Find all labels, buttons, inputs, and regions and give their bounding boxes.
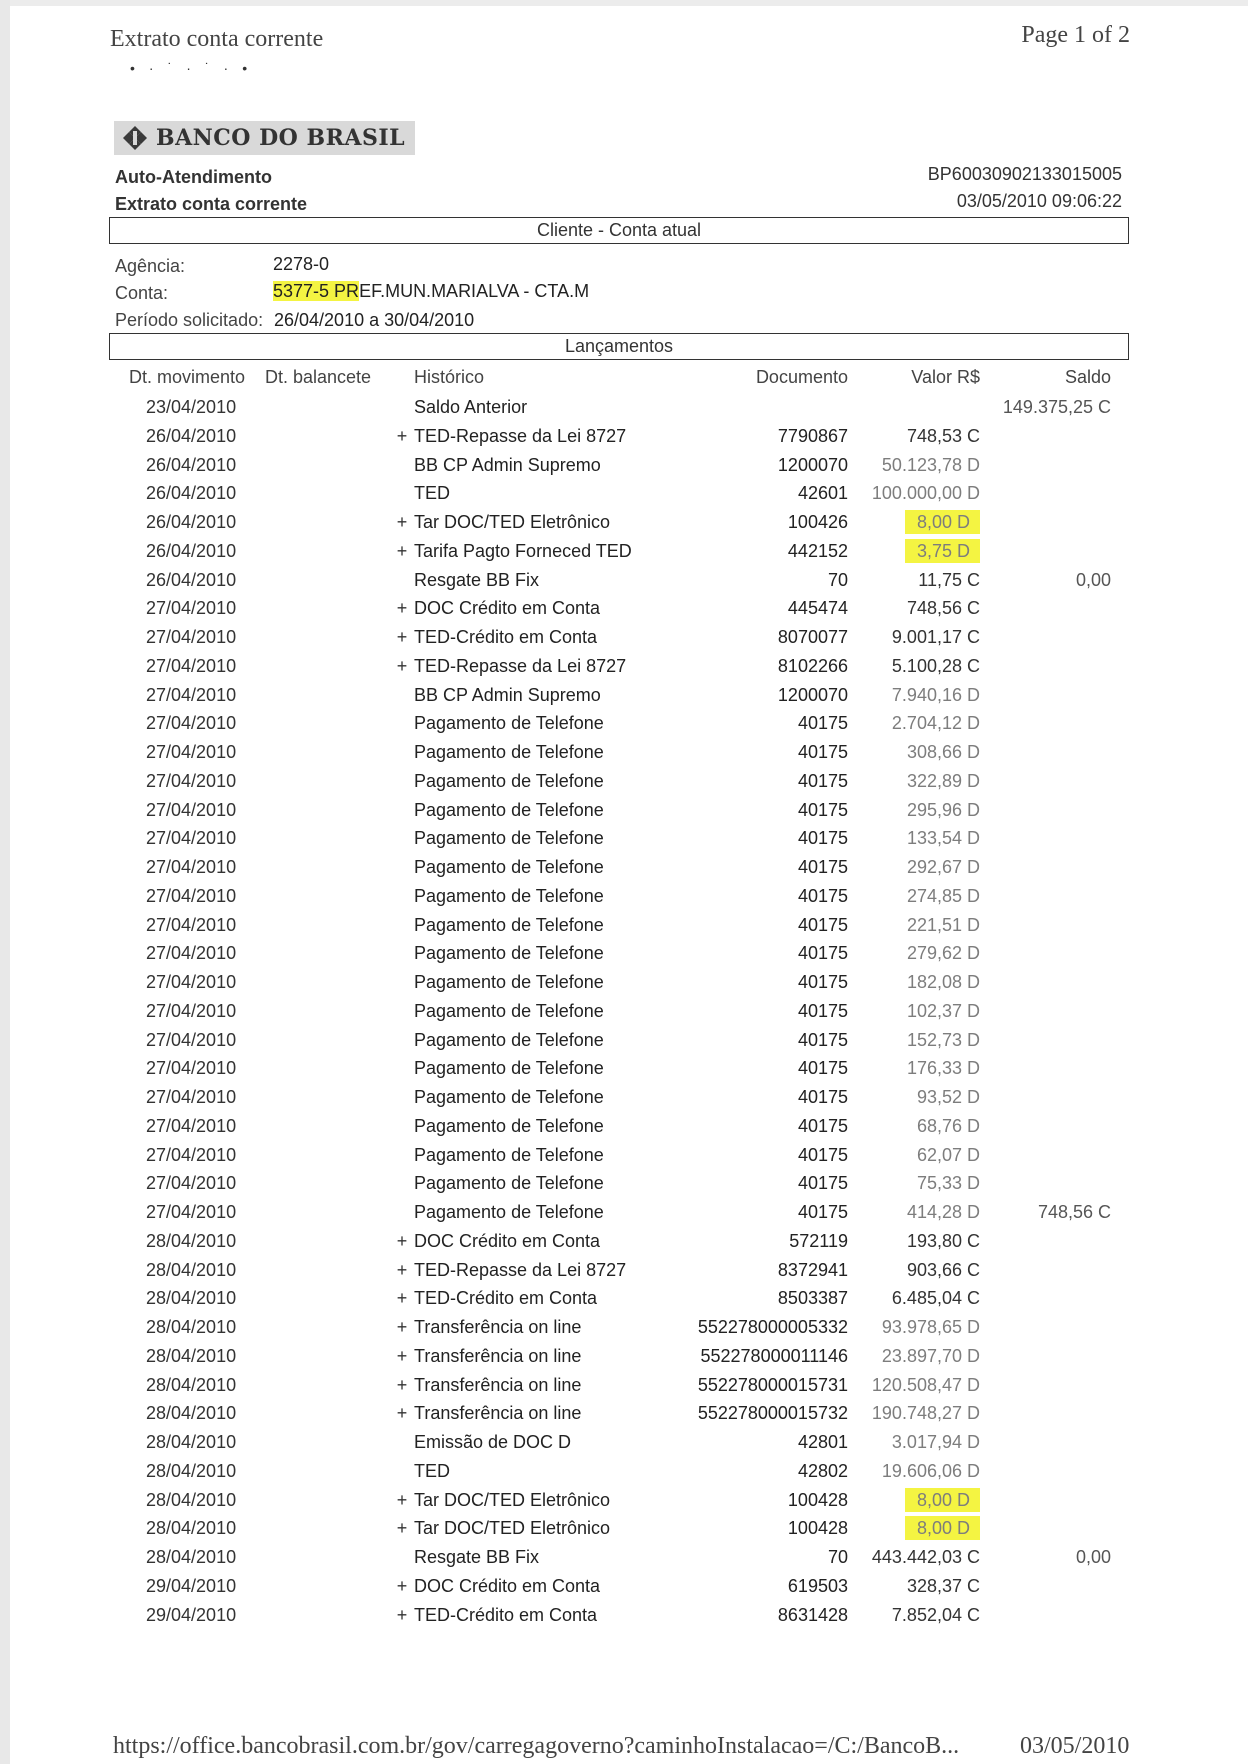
document-number: 8503387 <box>777 1288 848 1309</box>
document-number: 40175 <box>797 885 848 906</box>
service-name: Auto-Atendimento <box>115 167 272 187</box>
entry-description: Pagamento de Telefone <box>414 972 604 992</box>
entry-description: Tar DOC/TED Eletrônico <box>414 1489 611 1510</box>
table-row <box>0 1288 1248 1317</box>
entry-value: 903,66 C <box>906 1259 980 1280</box>
movement-date: 28/04/2010 <box>146 1259 237 1280</box>
period-value: 26/04/2010 a 30/04/2010 <box>274 310 475 330</box>
entry-description: Pagamento de Telefone <box>414 914 604 935</box>
table-row <box>0 455 1248 484</box>
document-number: 619503 <box>787 1575 848 1596</box>
page-number: Page 1 of 2 <box>1021 22 1130 48</box>
document-number: 40175 <box>797 1087 848 1107</box>
client-section-title: Cliente - Conta atual <box>536 220 702 240</box>
movement-date: 27/04/2010 <box>146 598 237 619</box>
document-number: 552278000015731 <box>697 1374 848 1395</box>
table-row <box>0 512 1248 541</box>
document-number: 442152 <box>787 540 848 561</box>
table-row <box>0 426 1248 455</box>
entries-section-title: Lançamentos <box>564 336 674 356</box>
movement-date: 27/04/2010 <box>146 914 237 935</box>
entry-description: Pagamento de Telefone <box>414 1000 604 1021</box>
entry-value: 6.485,04 C <box>891 1288 980 1309</box>
movement-date: 27/04/2010 <box>146 828 237 849</box>
document-number: 40175 <box>797 972 848 992</box>
scan-edge <box>0 0 1248 6</box>
document-number: 40175 <box>797 742 848 762</box>
movement-date: 27/04/2010 <box>146 1202 237 1222</box>
entry-value: 182,08 D <box>906 972 980 992</box>
movement-date: 27/04/2010 <box>146 857 237 877</box>
highlight-mark: 8,00 D <box>905 1516 980 1540</box>
table-row <box>0 570 1248 599</box>
table-row <box>0 598 1248 627</box>
entry-description: BB CP Admin Supremo <box>414 684 601 705</box>
document-number: 100426 <box>787 512 848 532</box>
entry-plus-marker: + <box>396 1374 408 1395</box>
entry-value: 221,51 D <box>906 914 980 935</box>
entry-value: 75,33 D <box>916 1173 980 1194</box>
movement-date: 28/04/2010 <box>146 1317 237 1337</box>
entry-plus-marker: + <box>396 1604 408 1625</box>
document-number: 552278000005332 <box>697 1317 848 1337</box>
entry-description: Tar DOC/TED Eletrônico <box>414 1518 611 1539</box>
table-row <box>0 1403 1248 1432</box>
entry-description: Transferência on line <box>414 1374 582 1395</box>
table-row <box>0 1173 1248 1202</box>
entry-value: 193,80 C <box>906 1230 980 1251</box>
entry-description: Transferência on line <box>414 1403 582 1424</box>
movement-date: 28/04/2010 <box>146 1518 237 1539</box>
movement-date: 23/04/2010 <box>146 397 237 417</box>
entry-value: 68,76 D <box>916 1115 980 1136</box>
document-number: 40175 <box>797 1173 848 1194</box>
movement-date: 27/04/2010 <box>146 713 237 734</box>
table-row <box>0 1116 1248 1145</box>
movement-date: 28/04/2010 <box>146 1432 237 1452</box>
entry-description: DOC Crédito em Conta <box>414 598 601 619</box>
movement-date: 27/04/2010 <box>146 1144 237 1165</box>
highlight-mark: 3,75 D <box>905 539 980 563</box>
document-number: 40175 <box>797 1000 848 1021</box>
entry-value: 274,85 D <box>906 885 980 906</box>
table-row <box>0 1461 1248 1490</box>
entry-description: TED <box>414 1460 450 1481</box>
print-footer-date: 03/05/2010 <box>1020 1733 1130 1759</box>
entry-value: 295,96 D <box>906 799 980 820</box>
table-row <box>0 1145 1248 1174</box>
entry-plus-marker: + <box>396 540 408 561</box>
table-row <box>0 857 1248 886</box>
protocol-number: BP60030902133015005 <box>927 164 1122 184</box>
entry-description: Pagamento de Telefone <box>414 770 604 791</box>
movement-date: 28/04/2010 <box>146 1345 237 1366</box>
table-row <box>0 1375 1248 1404</box>
movement-date: 27/04/2010 <box>146 684 237 705</box>
movement-date: 29/04/2010 <box>146 1575 237 1596</box>
table-row <box>0 685 1248 714</box>
entry-value: 102,37 D <box>906 1000 980 1021</box>
movement-date: 27/04/2010 <box>146 655 237 676</box>
entry-value: 50.123,78 D <box>881 454 980 475</box>
table-row <box>0 1260 1248 1289</box>
entry-value <box>830 1518 980 1539</box>
entry-description: Pagamento de Telefone <box>414 799 604 820</box>
movement-date: 27/04/2010 <box>146 972 237 992</box>
highlight-mark: 8,00 D <box>905 1488 980 1512</box>
table-row <box>0 1087 1248 1116</box>
movement-date: 28/04/2010 <box>146 1547 237 1567</box>
movement-date: 27/04/2010 <box>146 1173 237 1194</box>
entry-value: 414,28 D <box>906 1202 980 1222</box>
movement-date: 27/04/2010 <box>146 943 237 964</box>
table-row <box>0 1490 1248 1519</box>
entry-description: Pagamento de Telefone <box>414 1144 604 1165</box>
table-row <box>0 397 1248 426</box>
highlight-mark: 8,00 D <box>905 510 980 534</box>
movement-date: 27/04/2010 <box>146 1058 237 1079</box>
entry-value: 152,73 D <box>906 1029 980 1050</box>
period-label: Período solicitado: <box>115 310 264 330</box>
table-row <box>0 1231 1248 1260</box>
document-number: 40175 <box>797 1029 848 1050</box>
document-number: 572119 <box>789 1230 848 1251</box>
document-number: 70 <box>827 569 848 590</box>
document-number: 8102266 <box>777 655 848 676</box>
table-row <box>0 1202 1248 1231</box>
movement-date: 27/04/2010 <box>146 885 237 906</box>
entry-value: 292,67 D <box>906 857 980 877</box>
table-row <box>0 742 1248 771</box>
print-header-title: Extrato conta corrente <box>110 26 324 52</box>
entry-description: Pagamento de Telefone <box>414 742 604 762</box>
movement-date: 27/04/2010 <box>146 742 237 762</box>
entry-value: 279,62 D <box>906 943 980 964</box>
entry-plus-marker: + <box>396 1403 408 1424</box>
entry-description: TED-Repasse da Lei 8727 <box>414 425 627 446</box>
entry-plus-marker: + <box>396 598 408 619</box>
account-label: Conta: <box>115 283 169 303</box>
entry-plus-marker: + <box>396 1575 408 1596</box>
entry-description: TED <box>414 483 450 504</box>
table-row <box>0 1058 1248 1087</box>
entry-description: TED-Crédito em Conta <box>414 1288 598 1309</box>
entry-description: Tar DOC/TED Eletrônico <box>414 512 611 532</box>
entry-plus-marker: + <box>396 1489 408 1510</box>
col-header-dt-balancete: Dt. balancete <box>265 367 372 387</box>
col-header-documento: Documento <box>755 367 848 387</box>
document-number: 42601 <box>797 483 848 504</box>
entry-value: 190.748,27 D <box>871 1403 980 1424</box>
movement-date: 27/04/2010 <box>146 1029 237 1050</box>
col-header-saldo: Saldo <box>1064 367 1111 387</box>
account-holder-name: EF.MUN.MARIALVA - CTA.M <box>359 281 590 301</box>
entry-value: 328,37 C <box>906 1575 980 1596</box>
entry-description: Pagamento de Telefone <box>414 885 604 906</box>
document-number: 40175 <box>797 1115 848 1136</box>
movement-date: 26/04/2010 <box>146 512 237 532</box>
entry-description: Pagamento de Telefone <box>414 943 604 964</box>
movement-date: 28/04/2010 <box>146 1403 237 1424</box>
bank-logo <box>114 121 415 155</box>
movement-date: 28/04/2010 <box>146 1460 237 1481</box>
entry-value: 11,75 C <box>918 569 980 590</box>
entry-description: Transferência on line <box>414 1317 582 1337</box>
movement-date: 27/04/2010 <box>146 627 237 647</box>
table-row <box>0 771 1248 800</box>
bank-logo-icon <box>120 125 150 151</box>
movement-date: 27/04/2010 <box>146 799 237 820</box>
entry-value: 93,52 D <box>916 1087 980 1107</box>
table-row <box>0 1518 1248 1547</box>
entry-description: TED-Repasse da Lei 8727 <box>414 655 627 676</box>
table-row <box>0 886 1248 915</box>
issue-datetime: 03/05/2010 09:06:22 <box>956 191 1122 211</box>
balance: 0,00 <box>1075 569 1111 590</box>
document-number: 70 <box>827 1547 848 1567</box>
document-number: 8070077 <box>777 627 848 647</box>
entry-description: TED-Repasse da Lei 8727 <box>414 1259 627 1280</box>
movement-date: 27/04/2010 <box>146 1115 237 1136</box>
entry-plus-marker: + <box>396 1259 408 1280</box>
table-row <box>0 627 1248 656</box>
document-number: 40175 <box>797 1202 848 1222</box>
document-number: 100428 <box>787 1489 848 1510</box>
table-row <box>0 915 1248 944</box>
entry-description: Saldo Anterior <box>414 397 528 417</box>
entry-value: 308,66 D <box>906 742 980 762</box>
balance: 0,00 <box>1075 1547 1111 1567</box>
entry-description: Pagamento de Telefone <box>414 713 604 734</box>
table-row <box>0 1001 1248 1030</box>
entry-value: 443.442,03 C <box>871 1547 980 1567</box>
balance: 748,56 C <box>1037 1202 1111 1222</box>
table-row <box>0 943 1248 972</box>
entry-value <box>830 512 980 533</box>
table-row <box>0 828 1248 857</box>
entry-plus-marker: + <box>396 1230 408 1251</box>
entry-description: Pagamento de Telefone <box>414 1087 604 1107</box>
account-value <box>273 281 589 302</box>
table-row <box>0 1432 1248 1461</box>
table-row <box>0 972 1248 1001</box>
entry-description: TED-Crédito em Conta <box>414 1604 598 1625</box>
entry-value: 3.017,94 D <box>891 1432 980 1452</box>
entry-description: TED-Crédito em Conta <box>414 627 598 647</box>
table-row <box>0 800 1248 829</box>
entry-value: 133,54 D <box>906 828 980 849</box>
entry-description: Tarifa Pagto Forneced TED <box>414 540 632 561</box>
document-number: 445474 <box>787 598 848 619</box>
entry-value <box>830 1490 980 1511</box>
movement-date: 28/04/2010 <box>146 1374 237 1395</box>
entry-value: 93.978,65 D <box>881 1317 980 1337</box>
table-row <box>0 1317 1248 1346</box>
movement-date: 26/04/2010 <box>146 569 237 590</box>
movement-date: 26/04/2010 <box>146 425 237 446</box>
document-number: 1200070 <box>777 454 848 475</box>
entry-description: BB CP Admin Supremo <box>414 454 601 475</box>
entry-value: 9.001,17 C <box>891 627 980 647</box>
document-number: 40175 <box>797 914 848 935</box>
entry-value: 2.704,12 D <box>891 713 980 734</box>
scan-specks: •·˙·˙·• <box>130 60 262 76</box>
document-number: 40175 <box>797 799 848 820</box>
table-row <box>0 656 1248 685</box>
entry-description: Emissão de DOC D <box>414 1432 572 1452</box>
document-number: 1200070 <box>777 684 848 705</box>
entry-description: Transferência on line <box>414 1345 582 1366</box>
document-number: 40175 <box>797 943 848 964</box>
entry-description: DOC Crédito em Conta <box>414 1575 601 1596</box>
document-number: 40175 <box>797 828 848 849</box>
entry-value: 19.606,06 D <box>881 1460 980 1481</box>
entry-description: Pagamento de Telefone <box>414 1029 604 1050</box>
entry-value: 7.940,16 D <box>891 684 980 705</box>
document-number: 7790867 <box>777 425 848 446</box>
print-footer-url: https://office.bancobrasil.com.br/gov/carregagoverno?caminhoInstalacao=/C:/BancoB... <box>113 1733 960 1759</box>
movement-date: 28/04/2010 <box>146 1489 237 1510</box>
entry-description: Pagamento de Telefone <box>414 1058 604 1079</box>
document-number: 40175 <box>797 1058 848 1079</box>
entry-value: 176,33 D <box>906 1058 980 1079</box>
movement-date: 27/04/2010 <box>146 1087 237 1107</box>
document-number: 42801 <box>797 1432 848 1452</box>
table-row <box>0 1605 1248 1634</box>
entry-description: Pagamento de Telefone <box>414 1173 604 1194</box>
agency-value: 2278-0 <box>273 254 330 274</box>
document-number: 40175 <box>797 713 848 734</box>
table-row <box>0 1030 1248 1059</box>
balance: 149.375,25 C <box>1002 397 1111 417</box>
entry-description: Pagamento de Telefone <box>414 857 604 877</box>
client-section-box <box>109 217 1129 244</box>
table-row <box>0 541 1248 570</box>
entries-section-box <box>109 333 1129 360</box>
entry-value: 23.897,70 D <box>881 1345 980 1366</box>
col-header-historico: Histórico <box>414 367 485 387</box>
table-row <box>0 1547 1248 1576</box>
col-header-dt-movimento: Dt. movimento <box>129 367 246 387</box>
entry-plus-marker: + <box>396 512 408 532</box>
entry-plus-marker: + <box>396 1518 408 1539</box>
bank-name: BANCO DO BRASIL <box>156 125 406 151</box>
document-number: 552278000015732 <box>697 1403 848 1424</box>
entry-value: 120.508,47 D <box>871 1374 980 1395</box>
document-number: 552278000011146 <box>700 1345 848 1366</box>
entry-plus-marker: + <box>396 655 408 676</box>
entry-plus-marker: + <box>396 1345 408 1366</box>
movement-date: 27/04/2010 <box>146 1000 237 1021</box>
entry-value: 100.000,00 D <box>871 483 980 504</box>
document-number: 42802 <box>797 1460 848 1481</box>
entry-plus-marker: + <box>396 627 408 647</box>
entry-description: Pagamento de Telefone <box>414 1202 604 1222</box>
entry-description: Resgate BB Fix <box>414 1547 540 1567</box>
entry-value: 62,07 D <box>916 1144 980 1165</box>
table-row <box>0 713 1248 742</box>
entry-description: Pagamento de Telefone <box>414 1115 604 1136</box>
movement-date: 28/04/2010 <box>146 1230 237 1251</box>
table-row <box>0 483 1248 512</box>
document-number: 8372941 <box>777 1259 848 1280</box>
movement-date: 29/04/2010 <box>146 1604 237 1625</box>
entry-value: 748,56 C <box>906 598 980 619</box>
document-number: 40175 <box>797 1144 848 1165</box>
document-title: Extrato conta corrente <box>115 194 308 214</box>
entry-value: 748,53 C <box>906 425 980 446</box>
entry-plus-marker: + <box>396 1317 408 1337</box>
entry-value: 322,89 D <box>906 770 980 791</box>
document-number: 40175 <box>797 770 848 791</box>
account-number-highlight: 5377-5 PR <box>273 281 360 301</box>
entry-value: 5.100,28 C <box>891 655 980 676</box>
table-row <box>0 1346 1248 1375</box>
entry-value: 7.852,04 C <box>891 1604 980 1625</box>
table-row <box>0 1576 1248 1605</box>
entry-value <box>830 541 980 562</box>
document-number: 100428 <box>787 1518 848 1539</box>
movement-date: 27/04/2010 <box>146 770 237 791</box>
entry-description: DOC Crédito em Conta <box>414 1230 601 1251</box>
movement-date: 26/04/2010 <box>146 483 237 504</box>
movement-date: 26/04/2010 <box>146 540 237 561</box>
movement-date: 28/04/2010 <box>146 1288 237 1309</box>
entry-description: Resgate BB Fix <box>414 569 540 590</box>
entry-plus-marker: + <box>396 425 408 446</box>
agency-label: Agência: <box>115 256 186 276</box>
document-number: 8631428 <box>777 1604 848 1625</box>
movement-date: 26/04/2010 <box>146 454 237 475</box>
entry-plus-marker: + <box>396 1288 408 1309</box>
document-number: 40175 <box>797 857 848 877</box>
col-header-valor: Valor R$ <box>911 367 980 387</box>
entry-description: Pagamento de Telefone <box>414 828 604 849</box>
